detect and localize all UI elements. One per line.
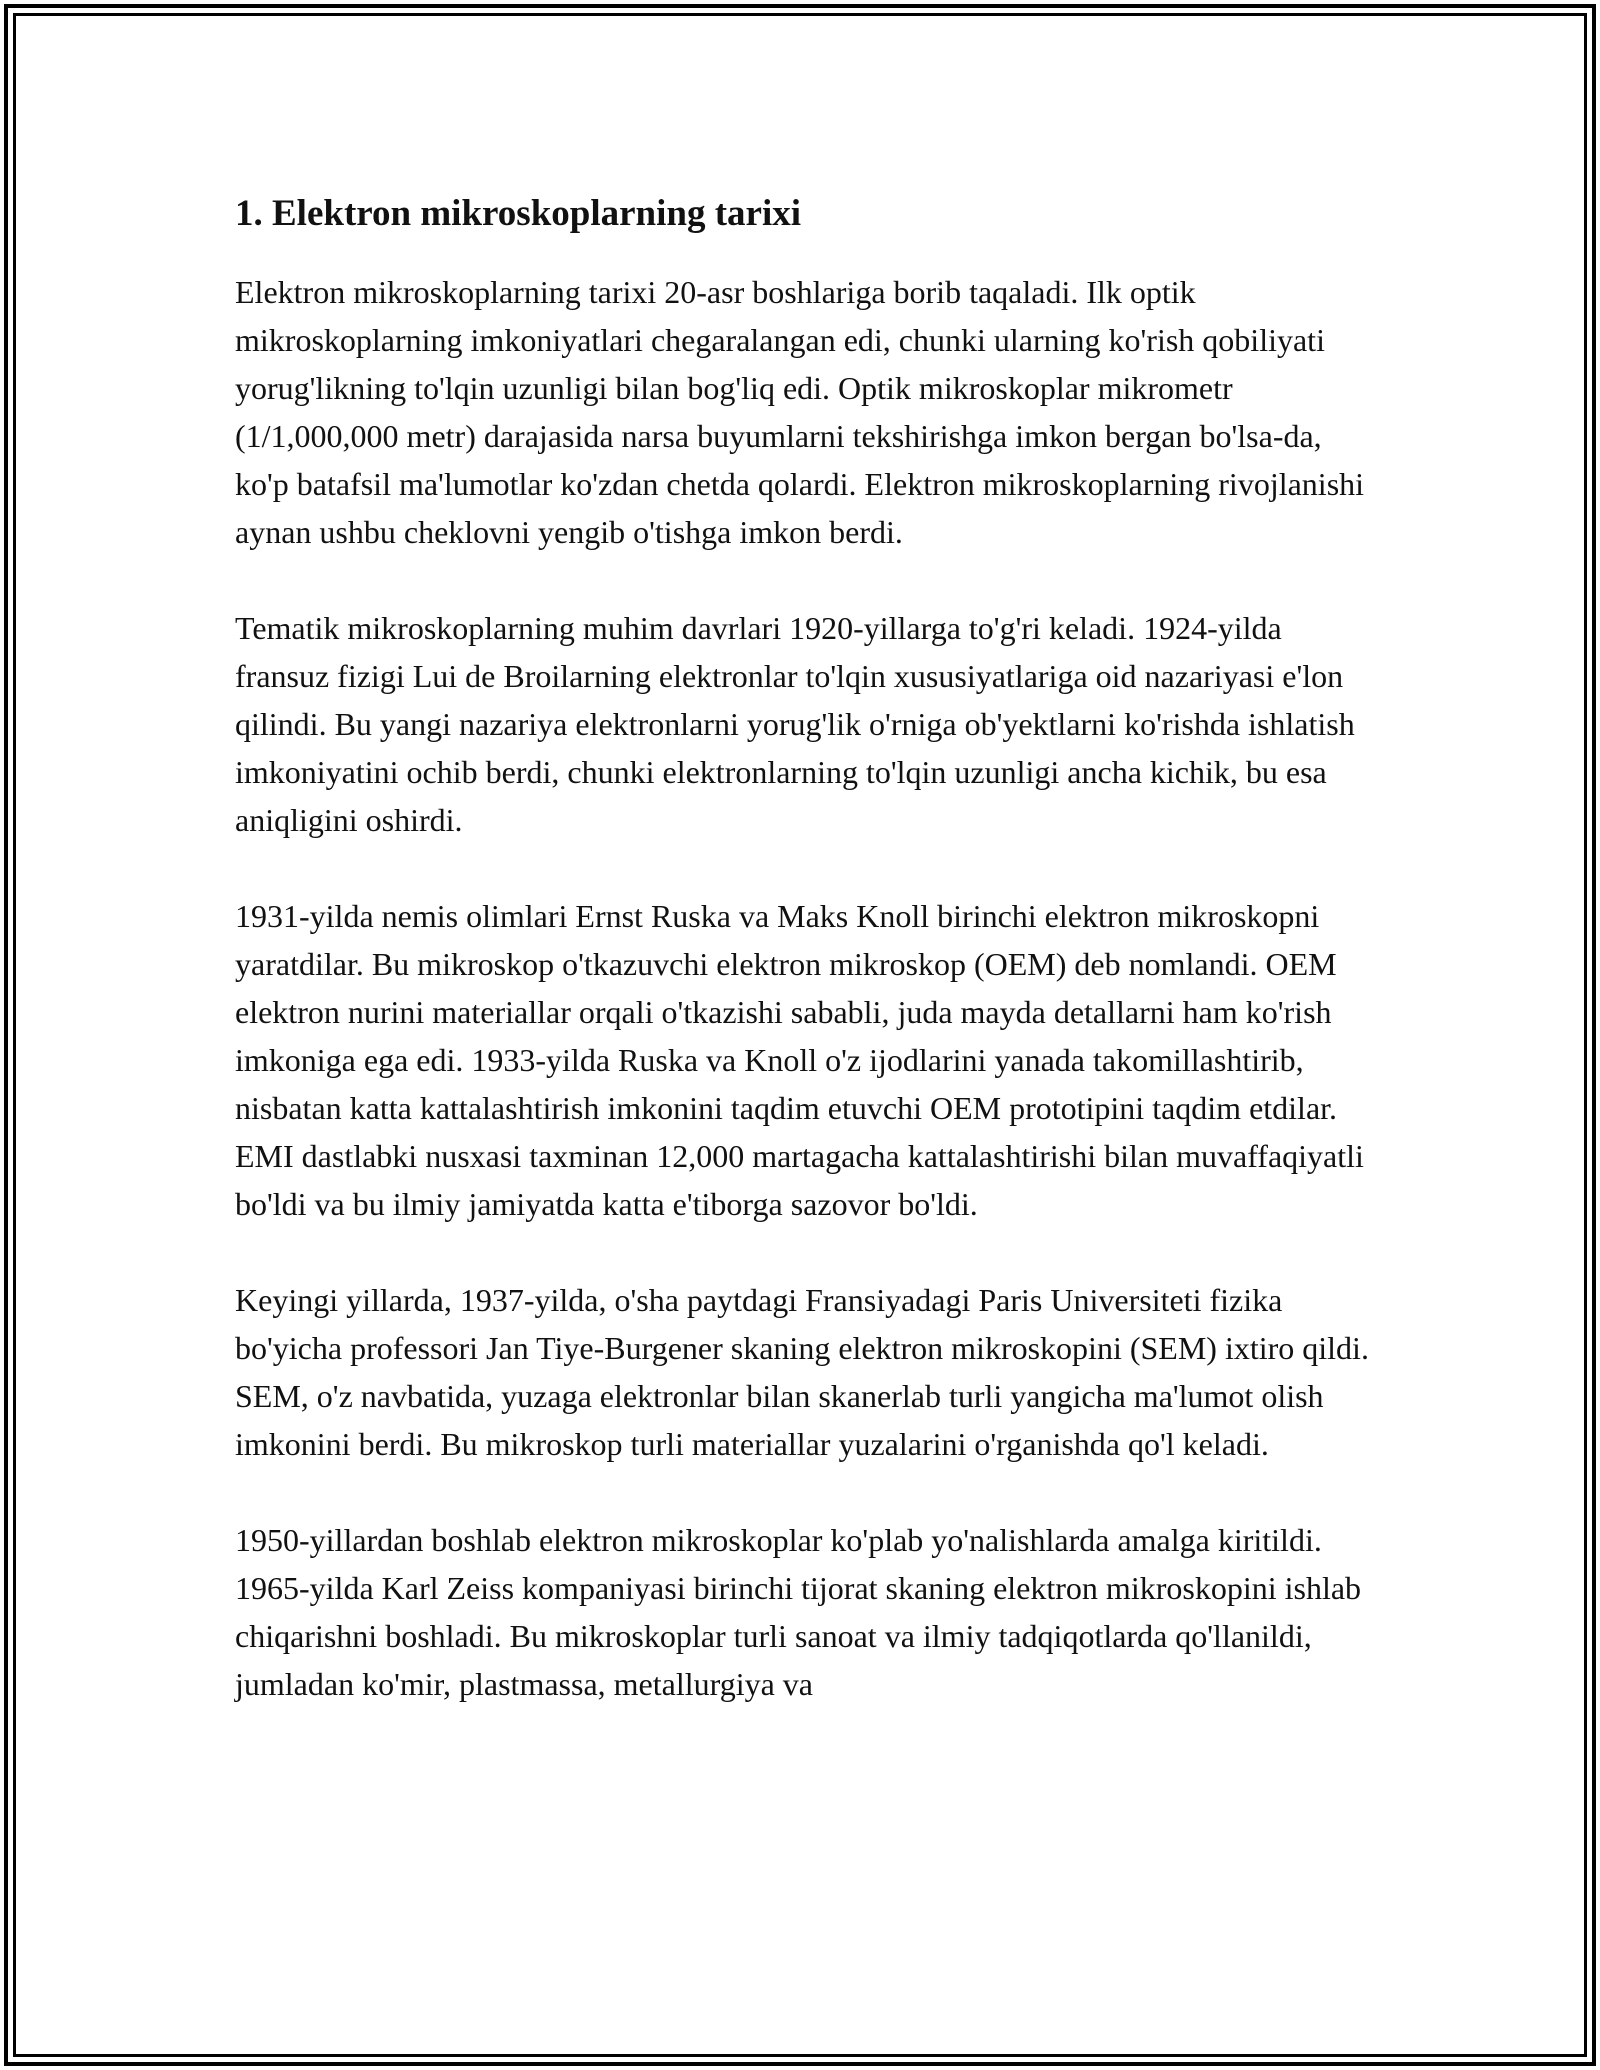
section-heading: 1. Elektron mikroskoplarning tarixi — [235, 193, 802, 234]
paragraph: 1931-yilda nemis olimlari Ernst Ruska va Maks Knoll birinchi elektron mikroskopni yaratdilar. Bu mikroskop o'tkazuvchi elektron mikroskop (OEM) deb nomlandi. OEM elektron nurini materiallar orqali o'tkazishi sababli, juda mayda detallarni ham ko'rish imkoniga ega edi. 1933-yilda Ruska va Knoll o'z ijodlarini yanada takomillashtirib, nisbatan katta kattalashtirish imkonini taqdim etuvchi OEM prototipini taqdim etdilar. EMI dastlabki nusxasi taxminan 12,000 martagacha kattalashtirishi bilan muvaffaqiyatli bo'ldi va bu ilmiy jamiyatda katta e'tiborga sazovor bo'ldi. — [235, 898, 1364, 1222]
paragraph: Elektron mikroskoplarning tarixi 20-asr boshlariga borib taqaladi. Ilk optik mikroskoplarning imkoniyatlari chegaralangan edi, chunki ularning ko'rish qobiliyati yorug'likning to'lqin uzunligi bilan bog'liq edi. Optik mikroskoplar mikrometr (1/1,000,000 metr) darajasida narsa buyumlarni tekshirishga imkon bergan bo'lsa-da, ko'p batafsil ma'lumotlar ko'zdan chetda qolardi. Elektron mikroskoplarning rivojlanishi aynan ushbu cheklovni yengib o'tishga imkon berdi. — [235, 274, 1365, 550]
paragraph: 1950-yillardan boshlab elektron mikroskoplar ko'plab yo'nalishlarda amalga kiritildi. 1965-yilda Karl Zeiss kompaniyasi birinchi tijorat skaning elektron mikroskopini ishlab chiqarishni boshladi. Bu mikroskoplar turli sanoat va ilmiy tadqiqotlarda qo'llanildi, jumladan ko'mir, plastmassa, metallurgiya va — [235, 1522, 1362, 1702]
paragraph: Tematik mikroskoplarning muhim davrlari 1920-yillarga to'g'ri keladi. 1924-yilda fransuz fizigi Lui de Broilarning elektronlar to'lqin xususiyatlariga oid nazariyasi e'lon qilindi. Bu yangi nazariya elektronlarni yorug'lik o'rniga ob'yektlarni ko'rishda ishlatish imkoniyatini ochib berdi, chunki elektronlarning to'lqin uzunligi ancha kichik, bu esa aniqligini oshirdi. — [235, 610, 1355, 838]
document-body — [235, 186, 1375, 1756]
paragraph: Keyingi yillarda, 1937-yilda, o'sha paytdagi Fransiyadagi Paris Universiteti fizika bo'yicha professori Jan Tiye-Burgener skaning elektron mikroskopini (SEM) ixtiro qildi. SEM, o'z navbatida, yuzaga elektronlar bilan skanerlab turli yangicha ma'lumot olish imkonini berdi. Bu mikroskop turli materiallar yuzalarini o'rganishda qo'l keladi. — [235, 1282, 1369, 1462]
